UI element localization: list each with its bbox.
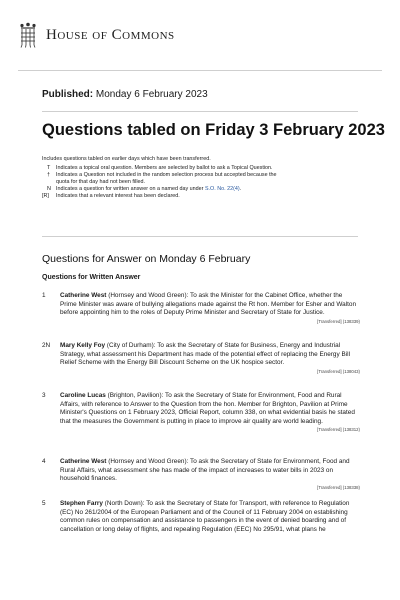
legend-row-named-day: [42, 186, 346, 193]
legend-text: Indicates that a relevant interest has been declared.: [56, 193, 180, 199]
page-title: Questions tabled on Friday 3 February 2023: [42, 121, 385, 139]
question-item: [42, 500, 360, 534]
section-subtitle: Questions for Written Answer: [42, 274, 141, 281]
legend-text: Indicates a topical oral question. Members are selected by ballot to ask a Topical Question.: [56, 165, 273, 171]
member-name: Catherine West: [60, 458, 107, 465]
legend-symbol: N: [47, 186, 51, 192]
legend-symbol: T: [47, 165, 51, 171]
member-name: Caroline Lucas: [60, 392, 106, 399]
constituency: (Hornsey and Wood Green):: [108, 458, 189, 465]
question-item: [42, 458, 360, 491]
member-name: Catherine West: [60, 292, 107, 299]
constituency: (Hornsey and Wood Green):: [108, 292, 189, 299]
constituency: (Brighton, Pavilion):: [107, 392, 164, 399]
divider: [42, 236, 358, 237]
question-body: [60, 500, 360, 534]
question-text: To ask the Secretary of State for Transport, with reference to Regulation (EC) No 261/2004 of the European Parliament and of the Council of 11 February 2004 on establishing common rules on compensation and assistance to passengers in the event of denied boarding and of cancellation or long delay of flights, and repealing Regulation (EEC) No 295/91, what plans he: [60, 500, 350, 533]
site-header: [18, 20, 175, 50]
constituency: (City of Durham):: [106, 342, 156, 349]
legend-row-quota: [42, 172, 346, 186]
section-title: Questions for Answer on Monday 6 February: [42, 253, 251, 265]
member-name: Mary Kelly Foy: [60, 342, 106, 349]
question-body: [60, 392, 360, 433]
question-meta: [Transferred] (138339): [317, 318, 360, 324]
question-text: To ask the Minister for the Cabinet Office, whether the Prime Minister was aware of bullying allegations made against the Rt hon. Member for Esher and Walton before appointing him to the roles of Deputy Prime Minister and Secretary of State for Justice.: [60, 292, 357, 317]
question-meta: [Transferred] (138312): [317, 427, 360, 433]
legend-suffix: .: [239, 186, 242, 192]
legend-text: [56, 186, 346, 193]
question-body: [60, 458, 360, 491]
legend-text-part: Indicates a question for written answer on a named day under: [56, 186, 204, 192]
member-name: Stephen Farry: [60, 500, 103, 507]
question-text: To ask the Secretary of State for Environment, Food and Rural Affairs, what assessment she has made of the impact of increases to water bills in 2023 on household finances.: [60, 458, 350, 483]
question-number: 3: [42, 392, 46, 399]
question-meta: [Transferred] (138338): [317, 484, 360, 490]
question-number: 2N: [42, 342, 51, 349]
legend-symbol: †: [47, 172, 50, 178]
published-label: Published:: [42, 89, 94, 100]
legend-symbol: [R]: [42, 193, 49, 199]
header-divider: [18, 70, 382, 71]
question-item: [42, 342, 360, 375]
question-text: To ask the Secretary of State for Environment, Food and Rural Affairs, with reference to Answer to the Question from the hon. Member for Brighton, Pavilion at Prime Minister's Questions on 1 February 2023, Official Report, column 338, on what evidential basis he stated that the measures the Government is putting in place to improve air quality are world leading.: [60, 392, 355, 425]
question-item: [42, 392, 360, 433]
intro-text: Includes questions tabled on earlier days which have been transferred.: [42, 156, 211, 162]
question-text: To ask the Secretary of State for Business, Energy and Industrial Strategy, what assessment his Department has made of the potential effect of replacing the Energy Bill Relief Scheme with the Energy Bill Discount Scheme on the UK hospice sector.: [60, 342, 350, 367]
published-line: [42, 89, 208, 100]
question-number: 4: [42, 458, 46, 465]
house-title: House of Commons: [46, 26, 175, 43]
legend-text: Indicates a Question not included in the random selection process but accepted because the quota for that day had not been filled.: [56, 172, 277, 185]
question-number: 1: [42, 292, 46, 299]
question-body: [60, 292, 360, 325]
legend-row-topical: [42, 165, 346, 172]
standing-order-link[interactable]: S.O. No. 22(4): [204, 186, 240, 192]
question-item: [42, 292, 360, 325]
question-meta: [Transferred] (138043): [317, 368, 360, 374]
constituency: (North Down):: [104, 500, 145, 507]
question-number: 5: [42, 500, 46, 507]
portcullis-icon: [18, 22, 38, 48]
divider: [42, 111, 358, 112]
published-date: Monday 6 February 2023: [95, 89, 208, 100]
legend-row-interest: [42, 193, 346, 200]
question-body: [60, 342, 360, 375]
legend: [42, 165, 346, 200]
